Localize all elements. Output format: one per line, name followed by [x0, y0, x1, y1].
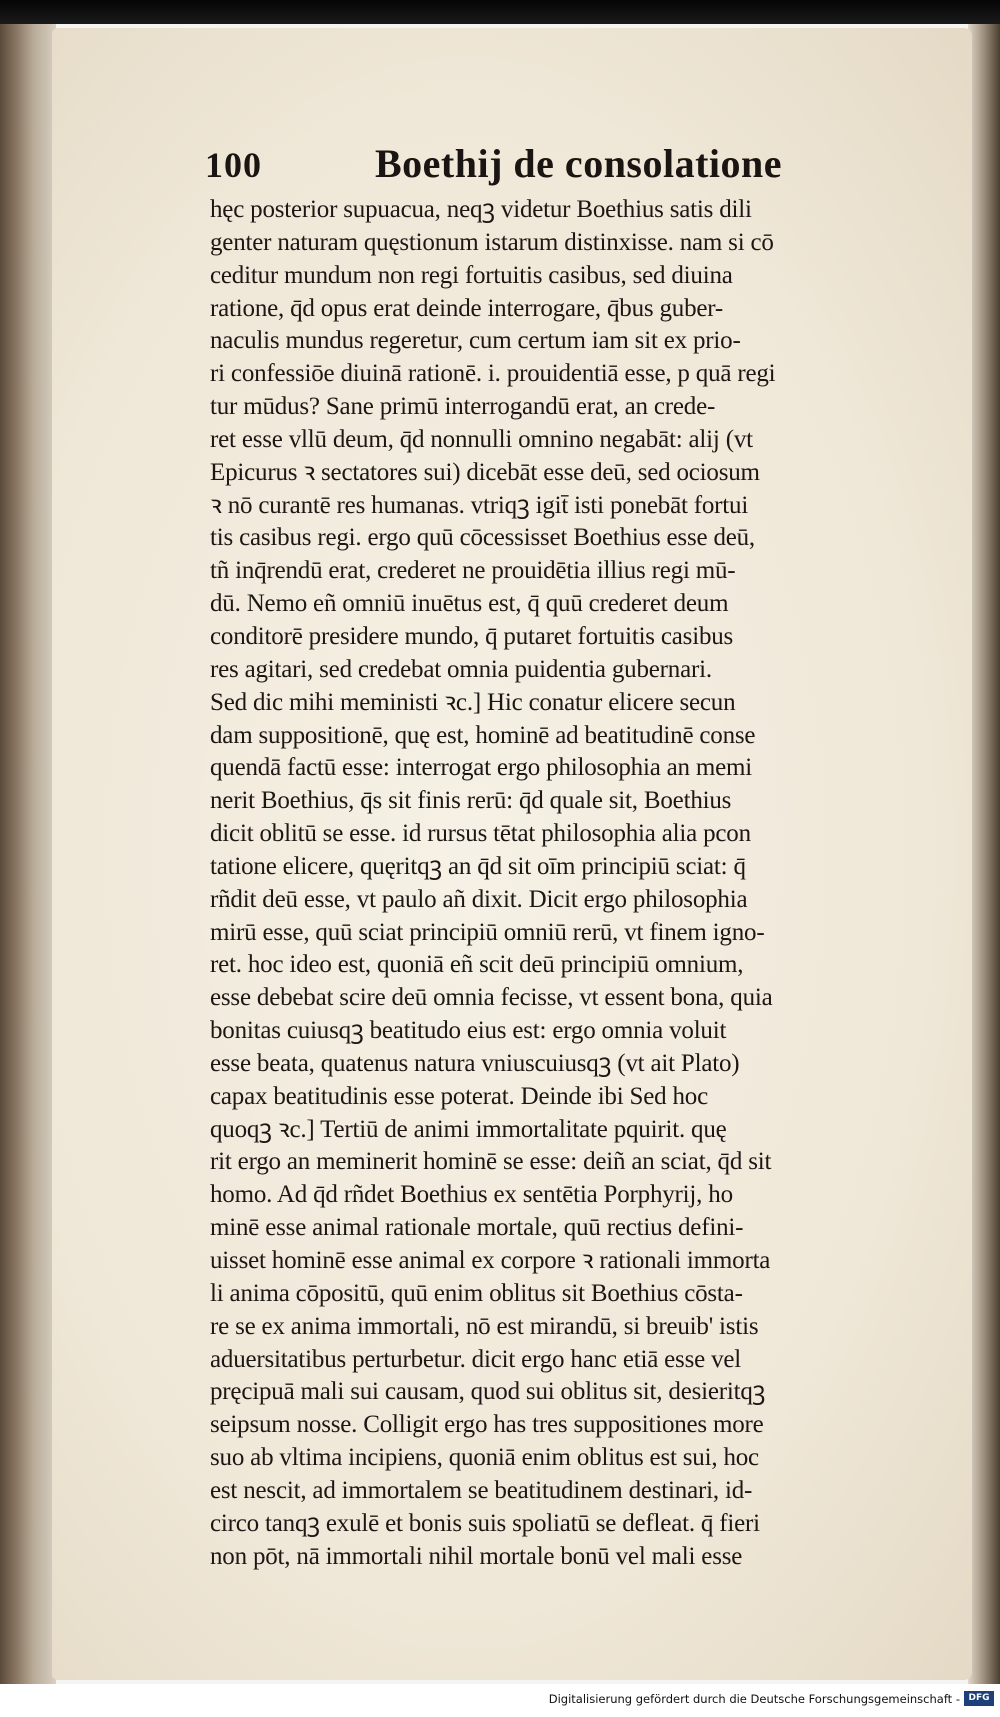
text-line: uisset hominē esse animal ex corpore ꝛ rationali immorta — [210, 1247, 771, 1274]
text-line: ri confessiōe diuinā rationē. i. prouidentiā esse, p quā regi — [210, 360, 776, 388]
book-binding-left — [0, 24, 56, 1684]
running-head: Boethij de consolatione — [375, 141, 783, 186]
text-line: rñdit deū esse, vt paulo añ dixit. Dicit ergo philosophia — [210, 885, 748, 913]
text-line: res agitari, sed credebat omnia puidentia gubernari. — [210, 655, 712, 683]
text-line: minē esse animal rationale mortale, quū rectius defini- — [210, 1214, 744, 1242]
body-text — [210, 194, 955, 1573]
text-line: capax beatitudinis esse poterat. Deinde ibi Sed hoc — [210, 1082, 708, 1110]
text-line: bonitas cuiusqꝫ beatitudo eius est: ergo omnia voluit — [210, 1017, 727, 1045]
text-line: quendā factū esse: interrogat ergo philosophia an memi — [210, 754, 753, 782]
text-line: esse beata, quatenus natura vniuscuiusqꝫ (vt ait Plato) — [210, 1049, 740, 1077]
text-line: circo tanqꝫ exulē et bonis suis spoliatū se defleat. q̄ fieri — [210, 1509, 760, 1537]
page-number: 100 — [205, 145, 262, 185]
text-line: re se ex anima immortali, nō est mirandū, si breuib' istis — [210, 1312, 759, 1340]
text-line: aduersitatibus perturbetur. dicit ergo hanc etiā esse vel — [210, 1345, 742, 1373]
text-line: tur mūdus? Sane primū interrogandū erat, an crede- — [210, 393, 716, 421]
book-binding-right — [968, 24, 1000, 1684]
text-line: suo ab vltima incipiens, quoniā enim oblitus est sui, hoc — [210, 1444, 759, 1472]
text-line: quoqꝫ ꝛc.] Tertiū de animi immortalitate pquirit. quę — [210, 1115, 727, 1143]
text-line: dū. Nemo eñ omniū inuētus est, q̄ quū crederet deum — [210, 590, 729, 618]
dfg-logo: DFG — [964, 1691, 994, 1706]
text-line: dam suppositionē, quę est, hominē ad beatitudinē conse — [210, 721, 756, 749]
text-line: rit ergo an meminerit hominē se esse: deiñ an sciat, q̄d sit — [210, 1148, 772, 1176]
text-line: nerit Boethius, q̄s sit finis rerū: q̄d quale sit, Boethius — [210, 787, 732, 815]
text-line: tatione elicere, quęritqꝫ an q̄d sit oīm principiū sciat: q̄ — [210, 852, 746, 880]
scan-top-border — [0, 0, 1000, 24]
text-line: hęc posterior supuacua, neqꝫ videtur Boethius satis dili — [210, 196, 752, 223]
funding-credit: Digitalisierung gefördert durch die Deutsche Forschungsgemeinschaft - — [548, 1692, 960, 1706]
text-line: non pōt, nā immortali nihil mortale bonū vel mali esse — [210, 1542, 743, 1570]
text-line: Epicurus ꝛ sectatores sui) dicebāt esse deū, sed ociosum — [210, 458, 760, 486]
page-header — [205, 140, 855, 186]
text-line: ratione, q̄d opus erat deinde interrogare, q̄bus guber- — [210, 294, 724, 322]
text-line: est nescit, ad immortalem se beatitudinem destinari, id- — [210, 1476, 753, 1504]
text-line: li anima cōpositū, quū enim oblitus sit Boethius cōsta- — [210, 1279, 743, 1307]
text-line: ret esse vllū deum, q̄d nonnulli omnino negabāt: alij (vt — [210, 425, 753, 453]
text-line: ret. hoc ideo est, quoniā eñ scit deū principiū omnium, — [210, 951, 744, 979]
text-line: tis casibus regi. ergo quū cōcessisset Boethius esse deū, — [210, 524, 755, 552]
text-line: naculis mundus regeretur, cum certum iam sit ex prio- — [210, 327, 741, 355]
text-line: dicit oblitū se esse. id rursus tētat philosophia alia pcon — [210, 820, 751, 848]
text-line: homo. Ad q̄d rñdet Boethius ex sentētia Porphyrij, ho — [210, 1181, 733, 1209]
text-line: Sed dic mihi meministi ꝛc.] Hic conatur elicere secun — [210, 688, 736, 716]
text-line: conditorē presidere mundo, q̄ putaret fortuitis casibus — [210, 622, 734, 650]
text-line: ꝛ nō curantē res humanas. vtriqꝫ igit̄ isti ponebāt fortui — [210, 491, 749, 519]
text-line: genter naturam quęstionum istarum distinxisse. nam si cō — [210, 228, 774, 256]
footer-bar — [0, 1684, 1000, 1717]
text-line: esse debebat scire deū omnia fecisse, vt essent bona, quia — [210, 984, 773, 1012]
text-line: tñ inq̄rendū erat, crederet ne prouidētia illius regi mū- — [210, 557, 736, 585]
text-line: seipsum nosse. Colligit ergo has tres suppositiones more — [210, 1411, 764, 1439]
text-line: ceditur mundum non regi fortuitis casibus, sed diuina — [210, 261, 733, 289]
text-line: pręcipuā mali sui causam, quod sui oblitus sit, desieritqꝫ — [210, 1378, 766, 1406]
text-line: mirū esse, quū sciat principiū omniū rerū, vt finem igno- — [210, 918, 765, 946]
